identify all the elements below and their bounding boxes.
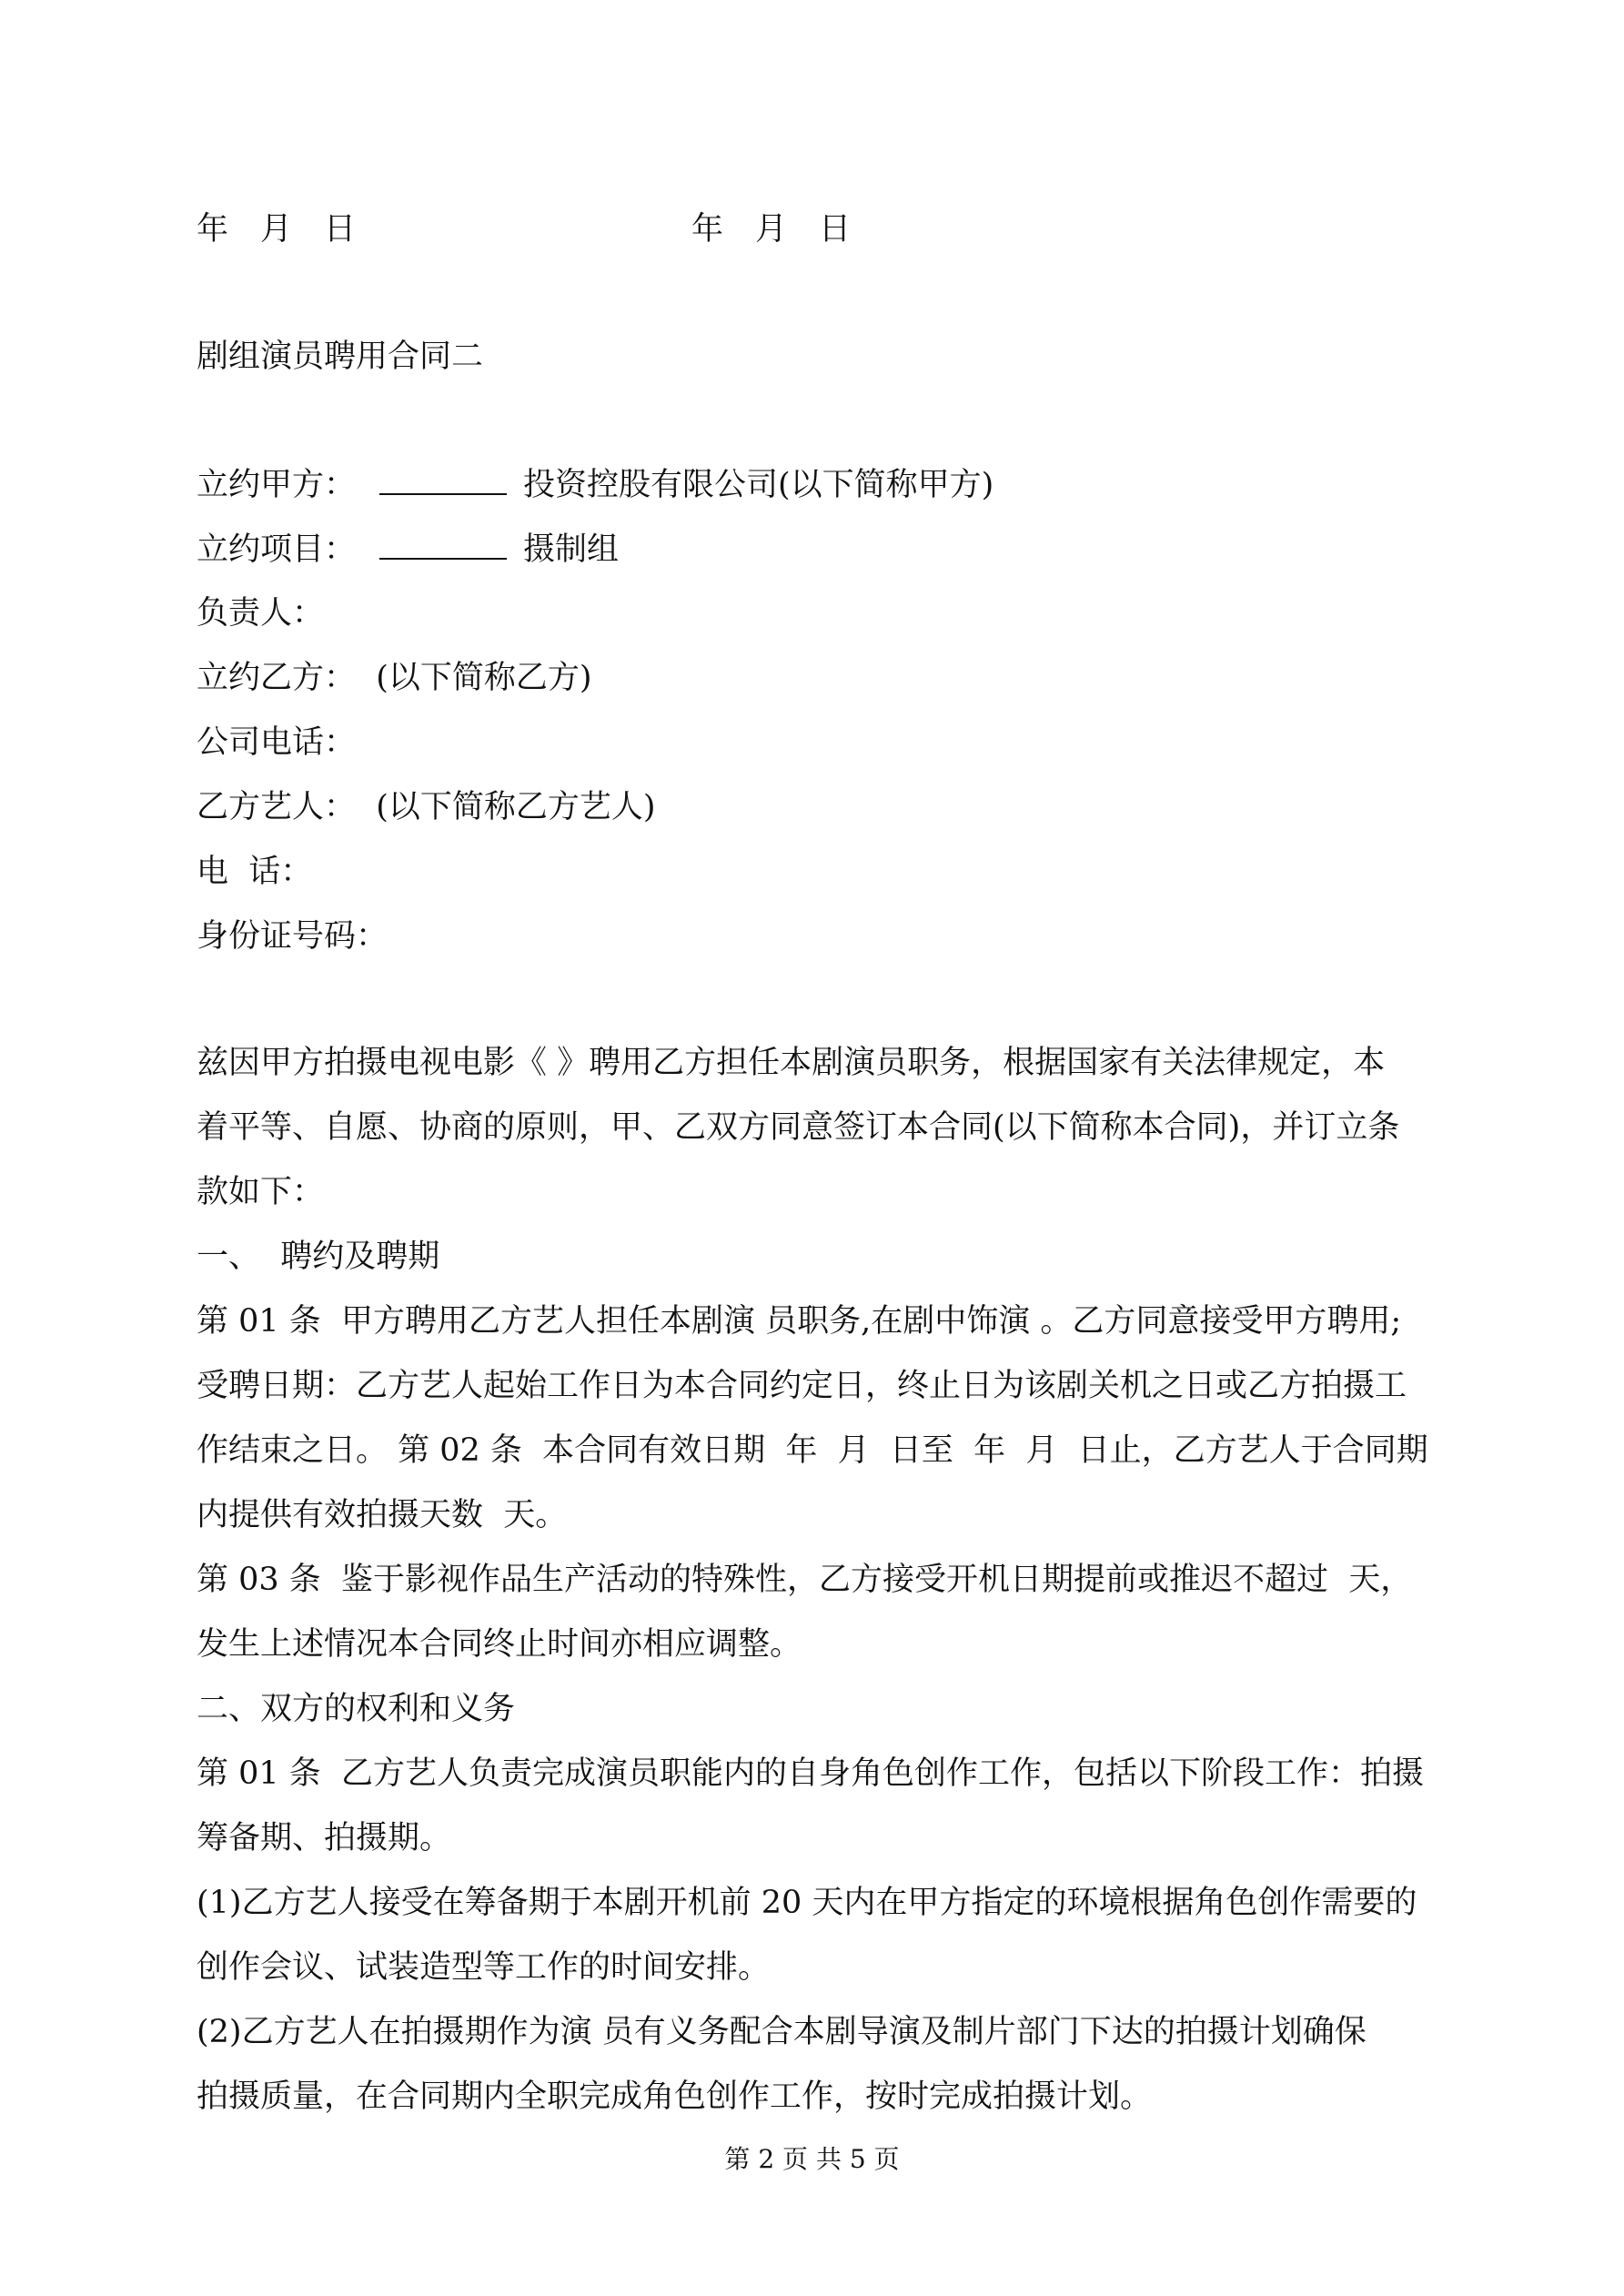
article-line: 筹备期、拍摄期。: [197, 1820, 452, 1856]
project-label: 立约项目：: [197, 531, 357, 568]
artist-line: 乙方艺人： (以下简称乙方艺人): [197, 789, 656, 825]
responsible-line: 负责人：: [197, 595, 325, 632]
phone-line: 电 话：: [197, 854, 313, 890]
intro-line: 着平等、自愿、协商的原则，甲、乙双方同意签订本合同(以下简称本合同)，并订立条: [197, 1109, 1400, 1146]
article-line: 内提供有效拍摄天数 天。: [197, 1497, 568, 1533]
article-line: 发生上述情况本合同终止时间亦相应调整。: [197, 1626, 802, 1663]
intro-line: 兹因甲方拍摄电视电影《 》聘用乙方担任本剧演员职务，根据国家有关法律规定，本: [197, 1045, 1386, 1081]
list-item-line: 创作会议、试装造型等工作的时间安排。: [197, 1949, 771, 1986]
document-title: 剧组演员聘用合同二: [197, 339, 484, 375]
id-number-line: 身份证号码：: [197, 918, 388, 955]
party-a-line: [197, 466, 994, 503]
project-line: [197, 531, 619, 568]
signature-date-left: 年 月 日: [197, 211, 357, 248]
list-item-line: (1)乙方艺人接受在筹备期于本剧开机前 20 天内在甲方指定的环境根据角色创作需要的: [197, 1885, 1417, 1921]
list-item-line: 拍摄质量，在合同期内全职完成角色创作工作，按时完成拍摄计划。: [197, 2079, 1153, 2115]
signature-date-right: 年 月 日: [691, 211, 852, 248]
project-blank: [379, 531, 507, 560]
intro-line: 款如下：: [197, 1174, 325, 1210]
project-text: 摄制组: [523, 531, 620, 568]
company-phone-line: 公司电话：: [197, 724, 357, 761]
article-line: 第 01 条 甲方聘用乙方艺人担任本剧演 员职务,在剧中饰演 。乙方同意接受甲方聘用;: [197, 1303, 1402, 1340]
page-number-footer: 第 2 页 共 5 页: [724, 2144, 900, 2174]
section-heading: 二、双方的权利和义务: [197, 1691, 516, 1727]
list-item-line: (2)乙方艺人在拍摄期作为演 员有义务配合本剧导演及制片部门下达的拍摄计划确保: [197, 2014, 1367, 2050]
article-line: 受聘日期：乙方艺人起始工作日为本合同约定日，终止日为该剧关机之日或乙方拍摄工: [197, 1368, 1407, 1404]
article-line: 第 01 条 乙方艺人负责完成演员职能内的自身角色创作工作，包括以下阶段工作：拍摄: [197, 1755, 1425, 1792]
party-a-text: 投资控股有限公司(以下简称甲方): [523, 467, 994, 503]
party-b-line: 立约乙方： (以下简称乙方): [197, 660, 592, 696]
article-line: 第 03 条 鉴于影视作品生产活动的特殊性，乙方接受开机日期提前或推迟不超过 天，: [197, 1562, 1413, 1598]
party-a-blank: [379, 466, 507, 495]
section-heading: 一、 聘约及聘期: [197, 1239, 440, 1275]
article-line: 作结束之日。 第 02 条 本合同有效日期 年 月 日至 年 月 日止，乙方艺人于合同期: [197, 1432, 1428, 1469]
party-a-label: 立约甲方：: [197, 467, 357, 503]
